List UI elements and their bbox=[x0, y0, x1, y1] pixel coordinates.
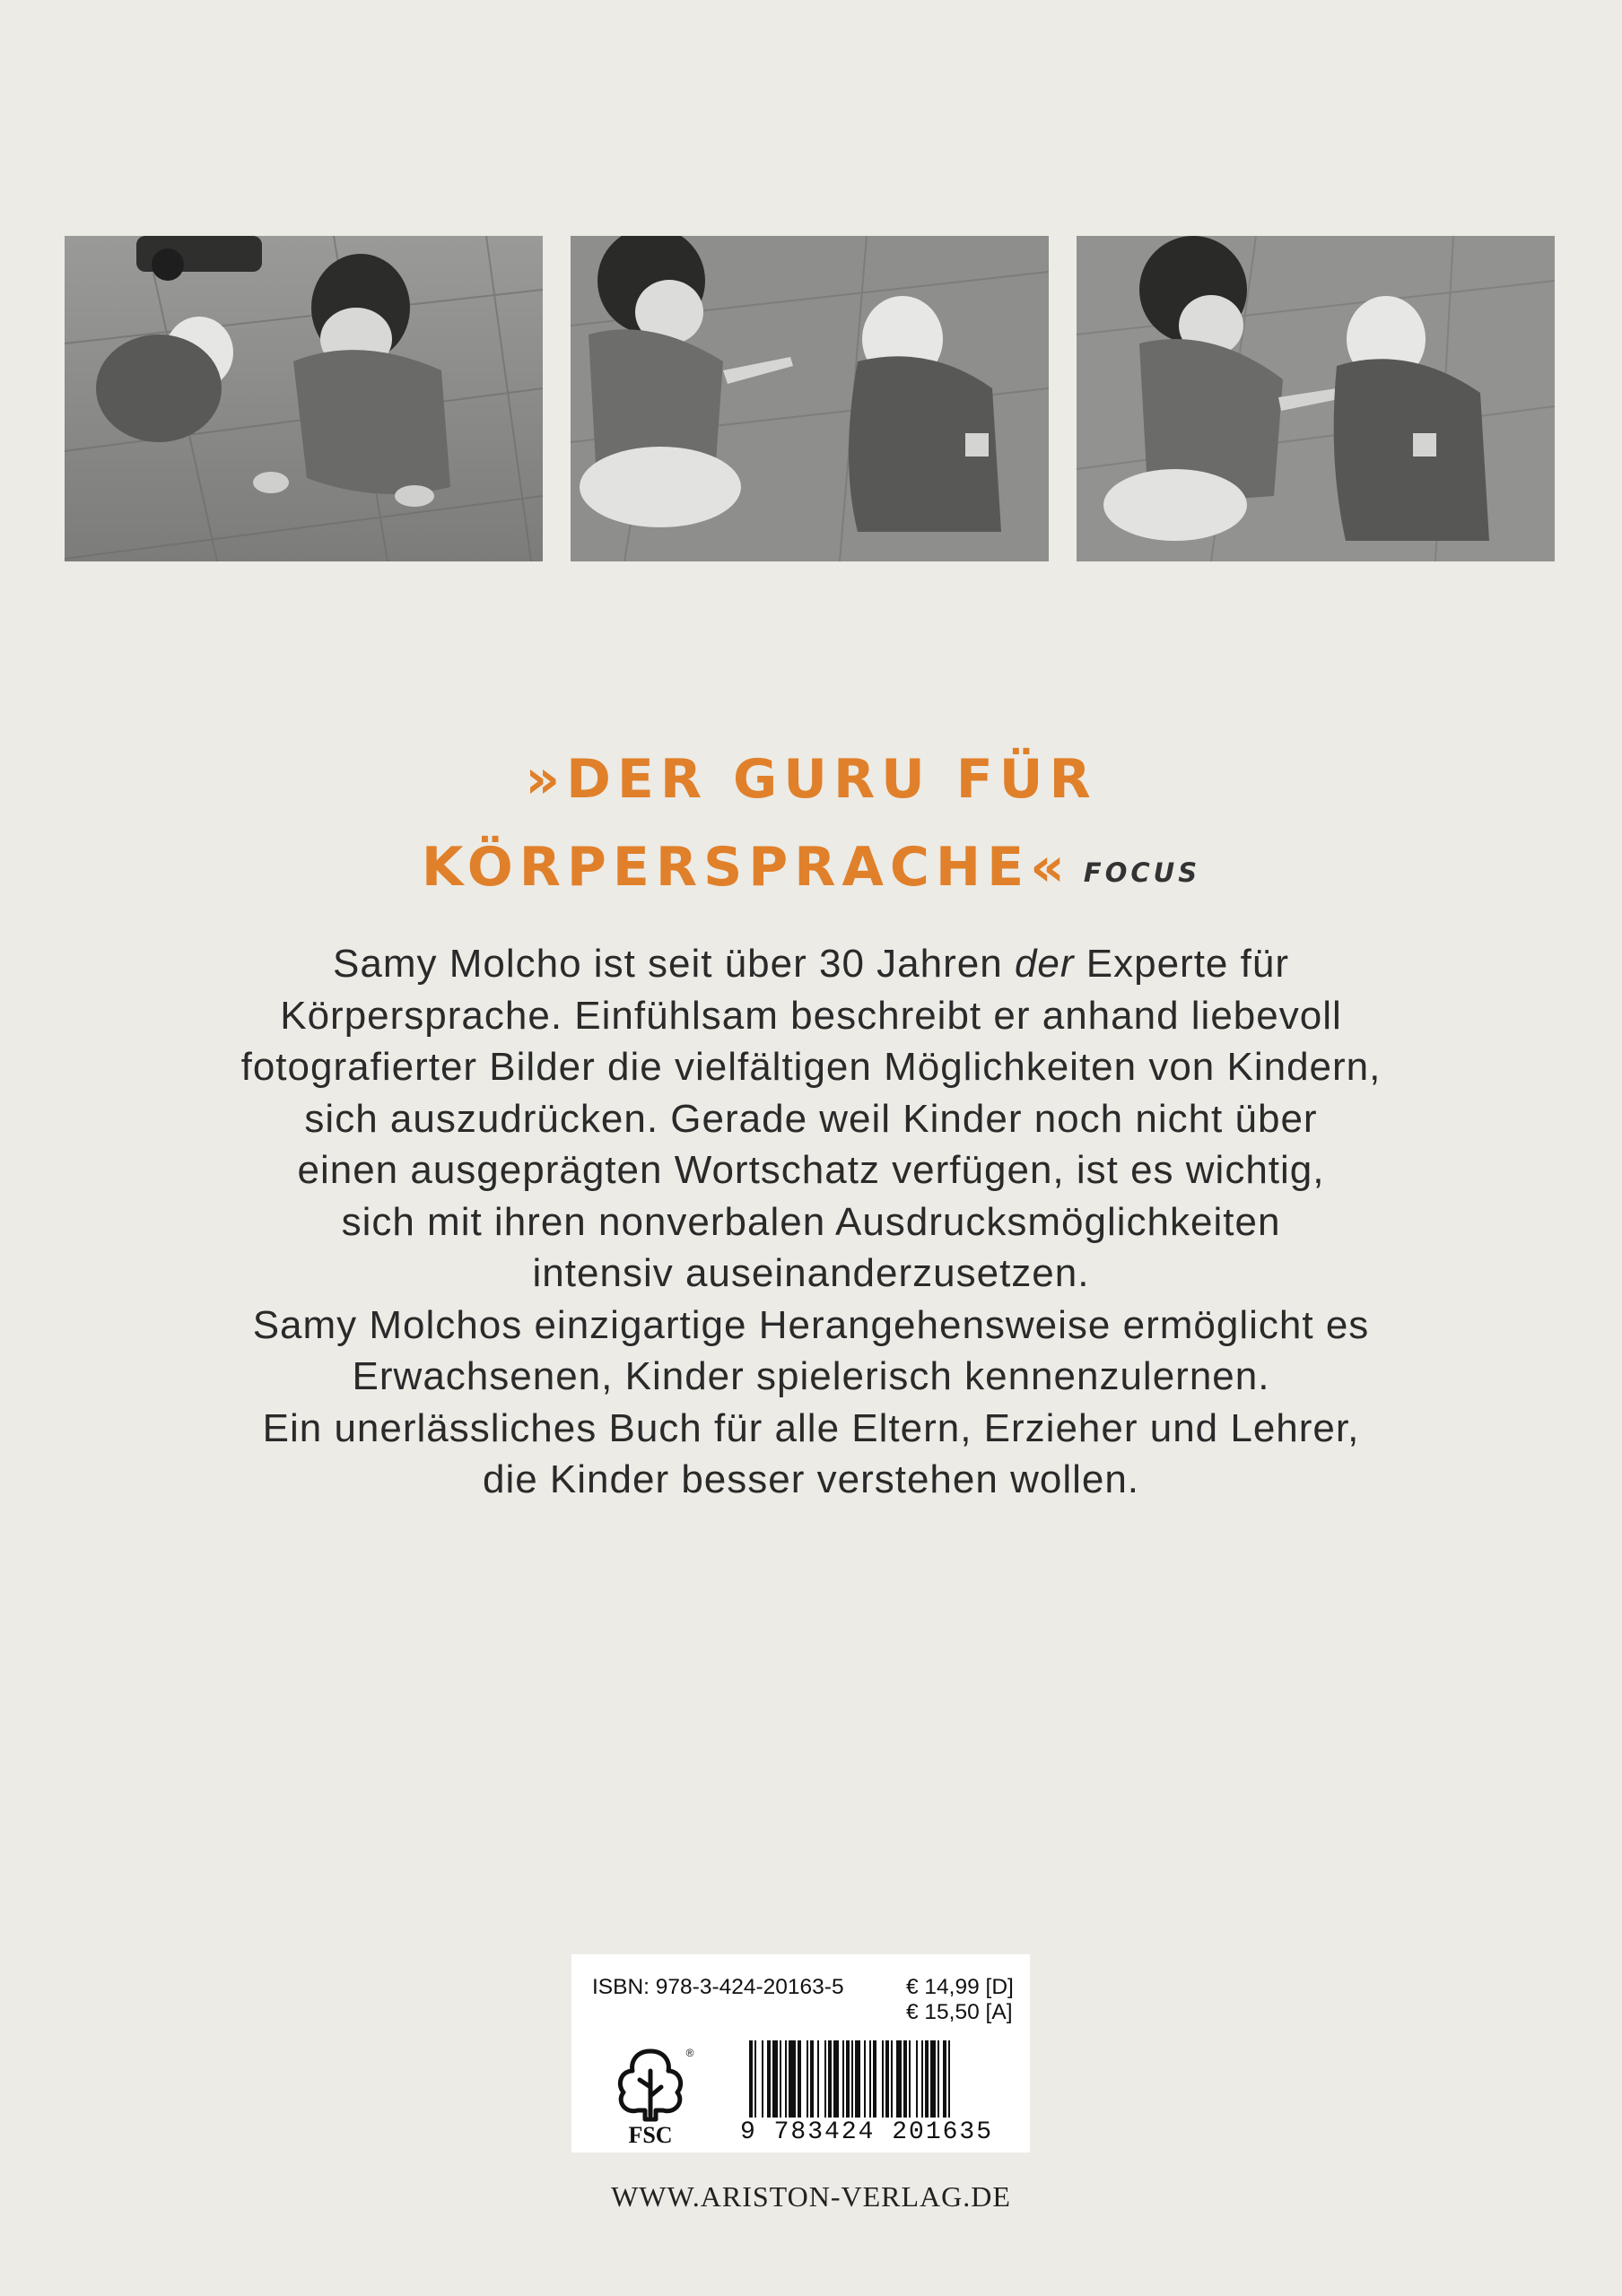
blurb-line: sich mit ihren nonverbalen Ausdrucksmöglichkeiten bbox=[341, 1199, 1281, 1244]
barcode-bar bbox=[828, 2040, 832, 2118]
blurb-line: intensiv auseinanderzusetzen. bbox=[532, 1251, 1090, 1295]
fsc-registered-mark: ® bbox=[685, 2047, 694, 2059]
fsc-label: FSC bbox=[628, 2122, 673, 2146]
blurb-line: Ein unerlässliches Buch für alle Eltern, Erzieher und Lehrer, bbox=[262, 1405, 1360, 1450]
barcode-bar bbox=[882, 2040, 884, 2118]
publisher-website: WWW.ARISTON-VERLAG.DE bbox=[611, 2180, 1011, 2213]
barcode-digits: 9 783424 201635 bbox=[740, 2118, 994, 2146]
barcode-bar bbox=[869, 2040, 871, 2118]
barcode-bar bbox=[916, 2040, 918, 2118]
barcode-bar bbox=[896, 2040, 902, 2118]
barcode-bar bbox=[925, 2040, 929, 2118]
blurb-text: Experte für bbox=[1074, 942, 1289, 986]
blurb-line: sich auszudrücken. Gerade weil Kinder noch nicht über bbox=[304, 1096, 1318, 1141]
photo-illustration bbox=[571, 236, 1049, 561]
barcode-bar bbox=[762, 2040, 763, 2118]
barcode-bar bbox=[842, 2040, 844, 2118]
quote-text-1: »DER GURU FÜR bbox=[525, 748, 1097, 811]
barcode-bar bbox=[864, 2040, 866, 2118]
barcode-bar bbox=[833, 2040, 839, 2118]
barcode bbox=[747, 2040, 1016, 2118]
barcode-bar bbox=[855, 2040, 860, 2118]
barcode-bar bbox=[909, 2040, 911, 2118]
barcode-bar bbox=[937, 2040, 939, 2118]
barcode-bar bbox=[798, 2040, 801, 2118]
barcode-bar bbox=[754, 2040, 756, 2118]
barcode-bar bbox=[943, 2040, 946, 2118]
barcode-bar bbox=[948, 2040, 950, 2118]
blurb-line: fotografierter Bilder die vielfältigen Möglichkeiten von Kindern, bbox=[240, 1045, 1382, 1089]
photo-illustration bbox=[65, 236, 543, 561]
quote-text-2: KÖRPERSPRACHE« bbox=[421, 836, 1071, 899]
quote-line-2 bbox=[0, 823, 1622, 917]
barcode-bar bbox=[885, 2040, 889, 2118]
price-germany: € 14,99 [D] bbox=[906, 1975, 1014, 1999]
blurb-text: Samy Molcho ist seit über 30 Jahren bbox=[333, 942, 1015, 986]
barcode-bar bbox=[851, 2040, 853, 2118]
photo-two-toddlers bbox=[65, 236, 543, 561]
blurb-emphasis: der bbox=[1014, 942, 1075, 986]
blurb-line bbox=[0, 938, 1622, 990]
blurb bbox=[0, 938, 1622, 1506]
photo-toddler-touching bbox=[1077, 236, 1555, 561]
barcode-bar bbox=[921, 2040, 923, 2118]
barcode-bar bbox=[789, 2040, 796, 2118]
barcode-bar bbox=[903, 2040, 907, 2118]
barcode-bar bbox=[749, 2040, 753, 2118]
blurb-line: die Kinder besser verstehen wollen. bbox=[482, 1457, 1140, 1501]
barcode-bar bbox=[891, 2040, 893, 2118]
photo-illustration bbox=[1077, 236, 1555, 561]
quote-source: FOCUS bbox=[1083, 857, 1201, 888]
barcode-bar bbox=[846, 2040, 850, 2118]
blurb-line: Körpersprache. Einfühlsam beschreibt er anhand liebevoll bbox=[280, 993, 1342, 1038]
barcode-bar bbox=[810, 2040, 814, 2118]
barcode-bar bbox=[930, 2040, 936, 2118]
quote-line-1 bbox=[0, 735, 1622, 823]
price-austria: € 15,50 [A] bbox=[906, 2000, 1013, 2024]
barcode-bar bbox=[785, 2040, 787, 2118]
barcode-bar bbox=[780, 2040, 781, 2118]
barcode-bar bbox=[824, 2040, 826, 2118]
barcode-bar bbox=[817, 2040, 819, 2118]
blurb-line: Samy Molchos einzigartige Herangehensweise ermöglicht es bbox=[252, 1302, 1370, 1347]
fsc-logo-icon bbox=[604, 2044, 697, 2146]
barcode-bar bbox=[767, 2040, 771, 2118]
barcode-bar bbox=[772, 2040, 778, 2118]
photo-toddler-pointing bbox=[571, 236, 1049, 561]
blurb-line: Erwachsenen, Kinder spielerisch kennenzulernen. bbox=[352, 1354, 1270, 1398]
isbn-number: ISBN: 978-3-424-20163-5 bbox=[592, 1975, 844, 1999]
barcode-bar bbox=[873, 2040, 876, 2118]
barcode-bar bbox=[807, 2040, 808, 2118]
isbn-box bbox=[571, 1954, 1030, 2152]
blurb-line: einen ausgeprägten Wortschatz verfügen, ist es wichtig, bbox=[297, 1148, 1325, 1192]
